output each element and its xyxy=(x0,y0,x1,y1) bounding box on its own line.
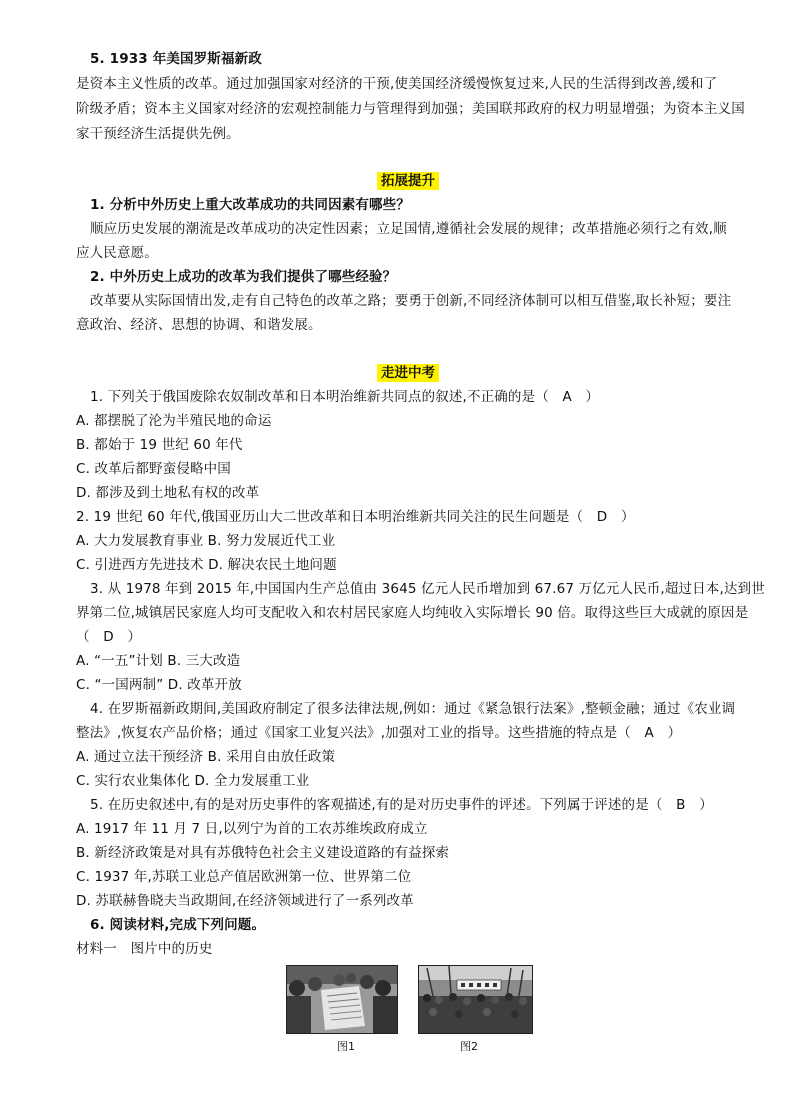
exam-q5-option-c: C. 1937 年,苏联工业总产值居欧洲第一位、世界第二位 xyxy=(76,869,412,885)
exam-q4-options-ab: A. 通过立法干预经济 B. 采用自由放任政策 xyxy=(76,749,336,765)
exam-q5-option-d: D. 苏联赫鲁晓夫当政期间,在经济领域进行了一系列改革 xyxy=(76,893,414,909)
section-heading-exam: 走进中考 xyxy=(377,364,439,382)
exam-q1-option-a: A. 都摆脱了沦为半殖民地的命运 xyxy=(76,413,272,429)
exam-q2: 2. 19 世纪 60 年代,俄国亚历山大二世改革和日本明治维新共同关注的民生问题是（ D ） xyxy=(76,509,635,525)
exam-q4-options-cd: C. 实行农业集体化 D. 全力发展重工业 xyxy=(76,773,310,789)
ext-answer-2-line-2: 意政治、经济、思想的协调、和谐发展。 xyxy=(76,317,322,333)
q5-answer-line-3: 家干预经济生活提供先例。 xyxy=(76,126,240,142)
figure-2-caption: 图2 xyxy=(460,1040,478,1053)
exam-q4-line-1: 4. 在罗斯福新政期间,美国政府制定了很多法律法规,例如：通过《紧急银行法案》,整顿金融；通过《农业调 xyxy=(90,701,736,717)
ext-answer-1-line-1: 顺应历史发展的潮流是改革成功的决定性因素；立足国情,遵循社会发展的规律；改革措施必须行之有效,顺 xyxy=(90,221,727,237)
q5-new-deal-title: 5. 1933 年美国罗斯福新政 xyxy=(90,51,262,67)
q5-answer-line-2: 阶级矛盾；资本主义国家对经济的宏观控制能力与管理得到加强；美国联邦政府的权力明显增强；为资本主义国 xyxy=(76,101,745,117)
exam-q3-line-1: 3. 从 1978 年到 2015 年,中国国内生产总值由 3645 亿元人民币增加到 67.67 万亿元人民币,超过日本,达到世 xyxy=(90,581,765,597)
ext-answer-2-line-1: 改革要从实际国情出发,走有自己特色的改革之路；要勇于创新,不同经济体制可以相互借鉴,取长补短；要注 xyxy=(90,293,732,309)
exam-q1: 1. 下列关于俄国废除农奴制改革和日本明治维新共同点的叙述,不正确的是（ A ） xyxy=(90,389,600,405)
exam-q3-options-ab: A. “一五”计划 B. 三大改造 xyxy=(76,653,241,669)
ext-answer-1-line-2: 应人民意愿。 xyxy=(76,245,158,261)
figure-1-caption: 图1 xyxy=(337,1040,355,1053)
exam-q1-option-c: C. 改革后都野蛮侵略中国 xyxy=(76,461,231,477)
material-one-label: 材料一 图片中的历史 xyxy=(76,941,213,957)
exam-q3-answer: （ D ） xyxy=(76,629,142,645)
exam-q2-options-ab: A. 大力发展教育事业 B. 努力发展近代工业 xyxy=(76,533,336,549)
ext-question-1: 1. 分析中外历史上重大改革成功的共同因素有哪些？ xyxy=(90,197,410,213)
exam-q5: 5. 在历史叙述中,有的是对历史事件的客观描述,有的是对历史事件的评述。下列属于评述的是（ B ） xyxy=(90,797,713,813)
exam-q3-line-2: 界第二位,城镇居民家庭人均可支配收入和农村居民家庭人均纯收入实际增长 90 倍。取得这些巨大成就的原因是 xyxy=(76,605,749,621)
exam-q2-options-cd: C. 引进西方先进技术 D. 解决农民土地问题 xyxy=(76,557,337,573)
q5-answer-line-1: 是资本主义性质的改革。通过加强国家对经济的干预,使美国经济缓慢恢复过来,人民的生活得到改善,缓和了 xyxy=(76,76,718,92)
exam-q1-option-d: D. 都涉及到土地私有权的改革 xyxy=(76,485,260,501)
figure-1-photo xyxy=(286,965,398,1034)
exam-q1-option-b: B. 都始于 19 世纪 60 年代 xyxy=(76,437,243,453)
section-heading-extension: 拓展提升 xyxy=(377,172,439,190)
exam-q5-option-b: B. 新经济政策是对具有苏俄特色社会主义建设道路的有益探索 xyxy=(76,845,450,861)
ext-question-2: 2. 中外历史上成功的改革为我们提供了哪些经验？ xyxy=(90,269,397,285)
exam-q5-option-a: A. 1917 年 11 月 7 日,以列宁为首的工农苏维埃政府成立 xyxy=(76,821,428,837)
exam-q4-line-2: 整法》,恢复农产品价格；通过《国家工业复兴法》,加强对工业的指导。这些措施的特点是（ A ） xyxy=(76,725,682,741)
figure-2-photo xyxy=(418,965,533,1034)
exam-q3-options-cd: C. “一国两制” D. 改革开放 xyxy=(76,677,242,693)
exam-q6: 6. 阅读材料,完成下列问题。 xyxy=(90,917,266,933)
